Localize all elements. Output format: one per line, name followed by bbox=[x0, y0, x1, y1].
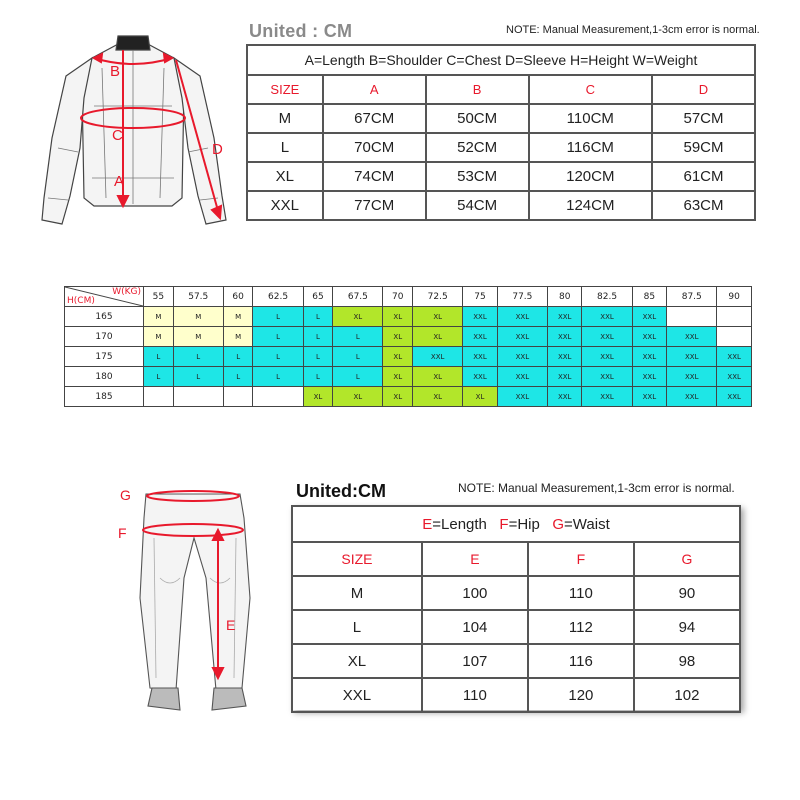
jacket-size-table bbox=[246, 44, 756, 221]
table-cell: 59CM bbox=[652, 133, 755, 162]
size-cell: XXL bbox=[717, 367, 752, 387]
jacket-header-cell: A bbox=[323, 75, 426, 104]
weight-header-cell: 77.5 bbox=[497, 287, 547, 307]
size-cell: L bbox=[333, 327, 383, 347]
height-cell: 170 bbox=[65, 327, 144, 347]
size-cell: XL bbox=[333, 307, 383, 327]
size-cell: XXL bbox=[547, 367, 582, 387]
table-cell: 110 bbox=[528, 576, 634, 610]
size-cell: M bbox=[144, 307, 174, 327]
weight-header-cell: 90 bbox=[717, 287, 752, 307]
size-cell: XXL bbox=[497, 387, 547, 407]
table-cell: 116CM bbox=[529, 133, 652, 162]
size-cell: XXL bbox=[667, 367, 717, 387]
size-cell: XXL bbox=[463, 307, 498, 327]
table-cell: 107 bbox=[422, 644, 528, 678]
size-cell: L bbox=[303, 367, 333, 387]
table-cell: 110 bbox=[422, 678, 528, 712]
size-cell: M bbox=[223, 327, 253, 347]
size-cell bbox=[253, 387, 303, 407]
jacket-label-b: B bbox=[110, 63, 121, 80]
size-cell: L bbox=[253, 347, 303, 367]
size-cell: L bbox=[173, 347, 223, 367]
table-cell: 116 bbox=[528, 644, 634, 678]
size-cell bbox=[667, 307, 717, 327]
size-cell: XXL bbox=[582, 347, 632, 367]
pants-legend-text: =Length bbox=[432, 515, 487, 533]
size-cell: XXL bbox=[632, 387, 667, 407]
height-weight-size-matrix bbox=[64, 286, 752, 407]
size-cell: XXL bbox=[582, 367, 632, 387]
weight-header-cell: 62.5 bbox=[253, 287, 303, 307]
table-cell: 94 bbox=[634, 610, 740, 644]
size-cell: L bbox=[303, 307, 333, 327]
matrix-corner-cell bbox=[65, 287, 144, 307]
size-cell bbox=[173, 387, 223, 407]
table-cell: 70CM bbox=[323, 133, 426, 162]
size-cell: XXL bbox=[717, 387, 752, 407]
size-cell: XXL bbox=[667, 347, 717, 367]
size-cell: L bbox=[144, 347, 174, 367]
matrix-row bbox=[65, 327, 752, 347]
table-cell: 74CM bbox=[323, 162, 426, 191]
pants-unit-label: United:CM bbox=[296, 481, 386, 501]
pants-label-e: E bbox=[226, 617, 236, 633]
height-cell: 185 bbox=[65, 387, 144, 407]
weight-header-cell: 80 bbox=[547, 287, 582, 307]
jacket-header-cell: B bbox=[426, 75, 529, 104]
table-cell: 104 bbox=[422, 610, 528, 644]
weight-header-cell: 55 bbox=[144, 287, 174, 307]
size-cell: XXL bbox=[547, 307, 582, 327]
pants-label-f: F bbox=[118, 525, 127, 541]
size-cell: XL bbox=[383, 387, 413, 407]
size-cell: M bbox=[173, 307, 223, 327]
weight-header-cell: 70 bbox=[383, 287, 413, 307]
height-cell: 165 bbox=[65, 307, 144, 327]
table-row bbox=[247, 133, 755, 162]
table-cell: 63CM bbox=[652, 191, 755, 220]
size-cell: M bbox=[173, 327, 223, 347]
size-cell: XXL bbox=[547, 387, 582, 407]
pants-legend-letter: F bbox=[499, 515, 509, 533]
size-cell: L bbox=[333, 367, 383, 387]
size-cell: L bbox=[144, 367, 174, 387]
size-cell: M bbox=[144, 327, 174, 347]
weight-header-cell: 57.5 bbox=[173, 287, 223, 307]
size-cell: XXL bbox=[632, 307, 667, 327]
size-cell: L bbox=[173, 367, 223, 387]
weight-header-cell: 67.5 bbox=[333, 287, 383, 307]
pants-header-cell: G bbox=[634, 542, 740, 576]
size-cell: XL bbox=[383, 367, 413, 387]
size-cell: XXL bbox=[717, 347, 752, 367]
table-row bbox=[292, 576, 740, 610]
jacket-unit-label: United : CM bbox=[249, 21, 353, 41]
size-cell: XXL bbox=[667, 387, 717, 407]
size-cell: XXL bbox=[497, 367, 547, 387]
jacket-illustration bbox=[22, 28, 244, 240]
jacket-label-d: D bbox=[212, 141, 223, 158]
size-cell: XXL bbox=[497, 307, 547, 327]
matrix-header-row bbox=[65, 287, 752, 307]
table-row bbox=[292, 678, 740, 712]
size-cell: XXL bbox=[547, 347, 582, 367]
pants-header-cell: E bbox=[422, 542, 528, 576]
size-cell: XL bbox=[303, 387, 333, 407]
matrix-row bbox=[65, 387, 752, 407]
table-cell: 50CM bbox=[426, 104, 529, 133]
size-cell: XL bbox=[463, 387, 498, 407]
size-cell: L bbox=[253, 327, 303, 347]
table-cell: 53CM bbox=[426, 162, 529, 191]
matrix-row bbox=[65, 347, 752, 367]
table-row bbox=[247, 162, 755, 191]
weight-header-cell: 65 bbox=[303, 287, 333, 307]
height-cell: 180 bbox=[65, 367, 144, 387]
table-cell: XXL bbox=[247, 191, 323, 220]
size-cell: XXL bbox=[667, 327, 717, 347]
jacket-legend: A=Length B=Shoulder C=Chest D=Sleeve H=Height W=Weight bbox=[247, 45, 755, 75]
size-cell: M bbox=[223, 307, 253, 327]
size-cell: L bbox=[253, 307, 303, 327]
size-cell bbox=[144, 387, 174, 407]
weight-header-cell: 85 bbox=[632, 287, 667, 307]
weight-header-cell: 72.5 bbox=[413, 287, 463, 307]
matrix-row bbox=[65, 367, 752, 387]
weight-header-cell: 82.5 bbox=[582, 287, 632, 307]
size-cell: XL bbox=[413, 387, 463, 407]
pants-legend-letter: G bbox=[552, 515, 565, 533]
size-cell: XXL bbox=[632, 347, 667, 367]
size-cell: XL bbox=[413, 307, 463, 327]
pants-legend-text: =Waist bbox=[564, 515, 610, 533]
table-cell: 98 bbox=[634, 644, 740, 678]
pants-legend-text: =Hip bbox=[508, 515, 540, 533]
height-axis-label: H(CM) bbox=[67, 296, 95, 306]
size-cell: XL bbox=[413, 327, 463, 347]
size-cell bbox=[223, 387, 253, 407]
size-cell: XXL bbox=[413, 347, 463, 367]
size-cell: XXL bbox=[632, 327, 667, 347]
size-cell: XXL bbox=[582, 387, 632, 407]
pants-header-cell: F bbox=[528, 542, 634, 576]
table-cell: XXL bbox=[292, 678, 422, 712]
size-cell bbox=[717, 307, 752, 327]
pants-legend bbox=[292, 506, 740, 542]
table-cell: XL bbox=[292, 644, 422, 678]
jacket-label-c: C bbox=[112, 127, 123, 144]
table-cell: 112 bbox=[528, 610, 634, 644]
jacket-header-cell: D bbox=[652, 75, 755, 104]
table-cell: 120CM bbox=[529, 162, 652, 191]
pants-size-table bbox=[291, 505, 741, 713]
size-cell: L bbox=[223, 347, 253, 367]
size-cell: L bbox=[303, 347, 333, 367]
size-cell: XL bbox=[383, 347, 413, 367]
size-cell: XXL bbox=[582, 307, 632, 327]
table-cell: 57CM bbox=[652, 104, 755, 133]
pants-illustration bbox=[110, 478, 280, 723]
table-row bbox=[292, 610, 740, 644]
pants-header-row bbox=[292, 542, 740, 576]
table-cell: 120 bbox=[528, 678, 634, 712]
table-cell: XL bbox=[247, 162, 323, 191]
size-cell: XL bbox=[333, 387, 383, 407]
table-cell: 110CM bbox=[529, 104, 652, 133]
size-cell: L bbox=[223, 367, 253, 387]
size-cell: XXL bbox=[497, 327, 547, 347]
table-cell: 54CM bbox=[426, 191, 529, 220]
jacket-header-cell: C bbox=[529, 75, 652, 104]
height-cell: 175 bbox=[65, 347, 144, 367]
jacket-header-row bbox=[247, 75, 755, 104]
table-cell: M bbox=[247, 104, 323, 133]
table-cell: 100 bbox=[422, 576, 528, 610]
table-cell: 61CM bbox=[652, 162, 755, 191]
table-row bbox=[247, 191, 755, 220]
table-cell: 77CM bbox=[323, 191, 426, 220]
size-cell: L bbox=[333, 347, 383, 367]
weight-header-cell: 75 bbox=[463, 287, 498, 307]
size-cell: XXL bbox=[632, 367, 667, 387]
size-cell: XL bbox=[383, 327, 413, 347]
table-cell: 52CM bbox=[426, 133, 529, 162]
table-cell: M bbox=[292, 576, 422, 610]
table-cell: 102 bbox=[634, 678, 740, 712]
size-cell: XL bbox=[383, 307, 413, 327]
size-cell: XXL bbox=[497, 347, 547, 367]
size-cell: XL bbox=[413, 367, 463, 387]
pants-label-g: G bbox=[120, 487, 131, 503]
pants-note: NOTE: Manual Measurement,1-3cm error is normal. bbox=[458, 481, 735, 495]
size-cell: L bbox=[303, 327, 333, 347]
size-cell: L bbox=[253, 367, 303, 387]
size-cell: XXL bbox=[463, 367, 498, 387]
table-cell: 124CM bbox=[529, 191, 652, 220]
table-cell: 90 bbox=[634, 576, 740, 610]
pants-header-cell: SIZE bbox=[292, 542, 422, 576]
table-cell: L bbox=[292, 610, 422, 644]
size-cell: XXL bbox=[582, 327, 632, 347]
weight-header-cell: 60 bbox=[223, 287, 253, 307]
table-row bbox=[292, 644, 740, 678]
jacket-note: NOTE: Manual Measurement,1-3cm error is normal. bbox=[506, 24, 760, 36]
weight-header-cell: 87.5 bbox=[667, 287, 717, 307]
size-cell: XXL bbox=[463, 327, 498, 347]
table-row bbox=[247, 104, 755, 133]
matrix-row bbox=[65, 307, 752, 327]
jacket-header-cell: SIZE bbox=[247, 75, 323, 104]
table-cell: 67CM bbox=[323, 104, 426, 133]
size-cell: XXL bbox=[463, 347, 498, 367]
pants-legend-letter: E bbox=[422, 515, 433, 533]
size-cell: XXL bbox=[547, 327, 582, 347]
table-cell: L bbox=[247, 133, 323, 162]
weight-axis-label: W(KG) bbox=[112, 287, 141, 297]
jacket-label-a: A bbox=[114, 173, 125, 190]
size-cell bbox=[717, 327, 752, 347]
